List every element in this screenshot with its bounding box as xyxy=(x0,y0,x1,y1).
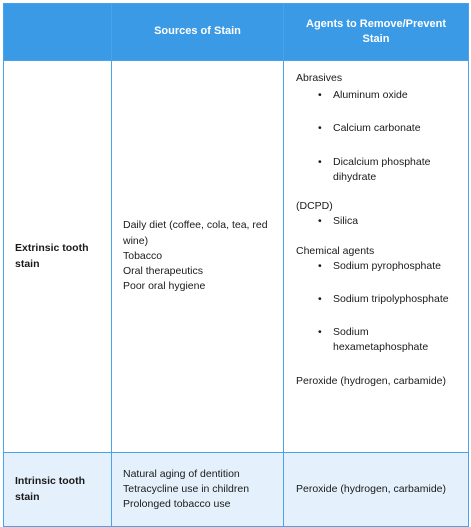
agent-group-label: Abrasives xyxy=(296,72,343,84)
agents-cell: Peroxide (hydrogen, carbamide) xyxy=(284,453,469,527)
sources-cell xyxy=(112,61,284,453)
agent-item: Calcium carbonate xyxy=(333,122,421,135)
header-agents: Agents to Remove/Prevent Stain xyxy=(284,4,469,61)
bullet-icon: • xyxy=(318,122,322,135)
header-empty-cell xyxy=(4,4,112,61)
list-item xyxy=(296,292,460,307)
header-sources: Sources of Stain xyxy=(112,4,284,61)
agent-group-label: Chemical agents xyxy=(296,244,375,257)
agent-footer: Peroxide (hydrogen, carbamide) xyxy=(296,374,446,387)
source-item: Prolonged tobacco use xyxy=(123,498,231,511)
agent-item: Sodium pyrophosphate xyxy=(333,259,441,272)
table-row-extrinsic xyxy=(4,61,469,453)
agent-list xyxy=(296,259,460,356)
list-item xyxy=(296,259,460,274)
agent-item: Sodium tripolyphosphate xyxy=(333,292,449,305)
stain-type-cell: Intrinsic tooth stain xyxy=(4,453,112,527)
source-item: Natural aging of dentition xyxy=(123,467,240,480)
bullet-icon: • xyxy=(318,326,322,339)
bullet-icon: • xyxy=(318,155,322,168)
agent-list xyxy=(296,88,460,185)
source-item: Oral therapeutics xyxy=(123,265,203,278)
list-item xyxy=(296,214,460,229)
header-row xyxy=(4,4,469,61)
bullet-icon: • xyxy=(318,259,322,272)
stain-type-cell: Extrinsic tooth stain xyxy=(4,61,112,453)
bullet-icon: • xyxy=(318,292,322,305)
agent-item: Silica xyxy=(333,215,359,228)
bullet-icon: • xyxy=(318,215,322,228)
source-item: Daily diet (coffee, cola, tea, red wine) xyxy=(123,219,268,247)
agent-group-label: (DCPD) xyxy=(296,200,333,213)
stain-table xyxy=(3,3,469,527)
source-item: Poor oral hygiene xyxy=(123,280,206,293)
source-item: Tobacco xyxy=(123,249,163,262)
table-row-intrinsic xyxy=(4,453,469,527)
bullet-icon: • xyxy=(318,89,322,102)
agent-list xyxy=(296,214,460,229)
agent-item: Aluminum oxide xyxy=(333,89,408,102)
list-item xyxy=(296,155,460,185)
sources-cell xyxy=(112,453,284,527)
list-item xyxy=(296,325,460,355)
list-item xyxy=(296,88,460,103)
agents-cell xyxy=(284,61,469,453)
agent-item: Dicalcium phosphate dihydrate xyxy=(333,155,431,183)
list-item xyxy=(296,121,460,136)
agent-item: Sodium hexametaphosphate xyxy=(333,326,429,354)
source-item: Tetracycline use in children xyxy=(123,482,250,495)
